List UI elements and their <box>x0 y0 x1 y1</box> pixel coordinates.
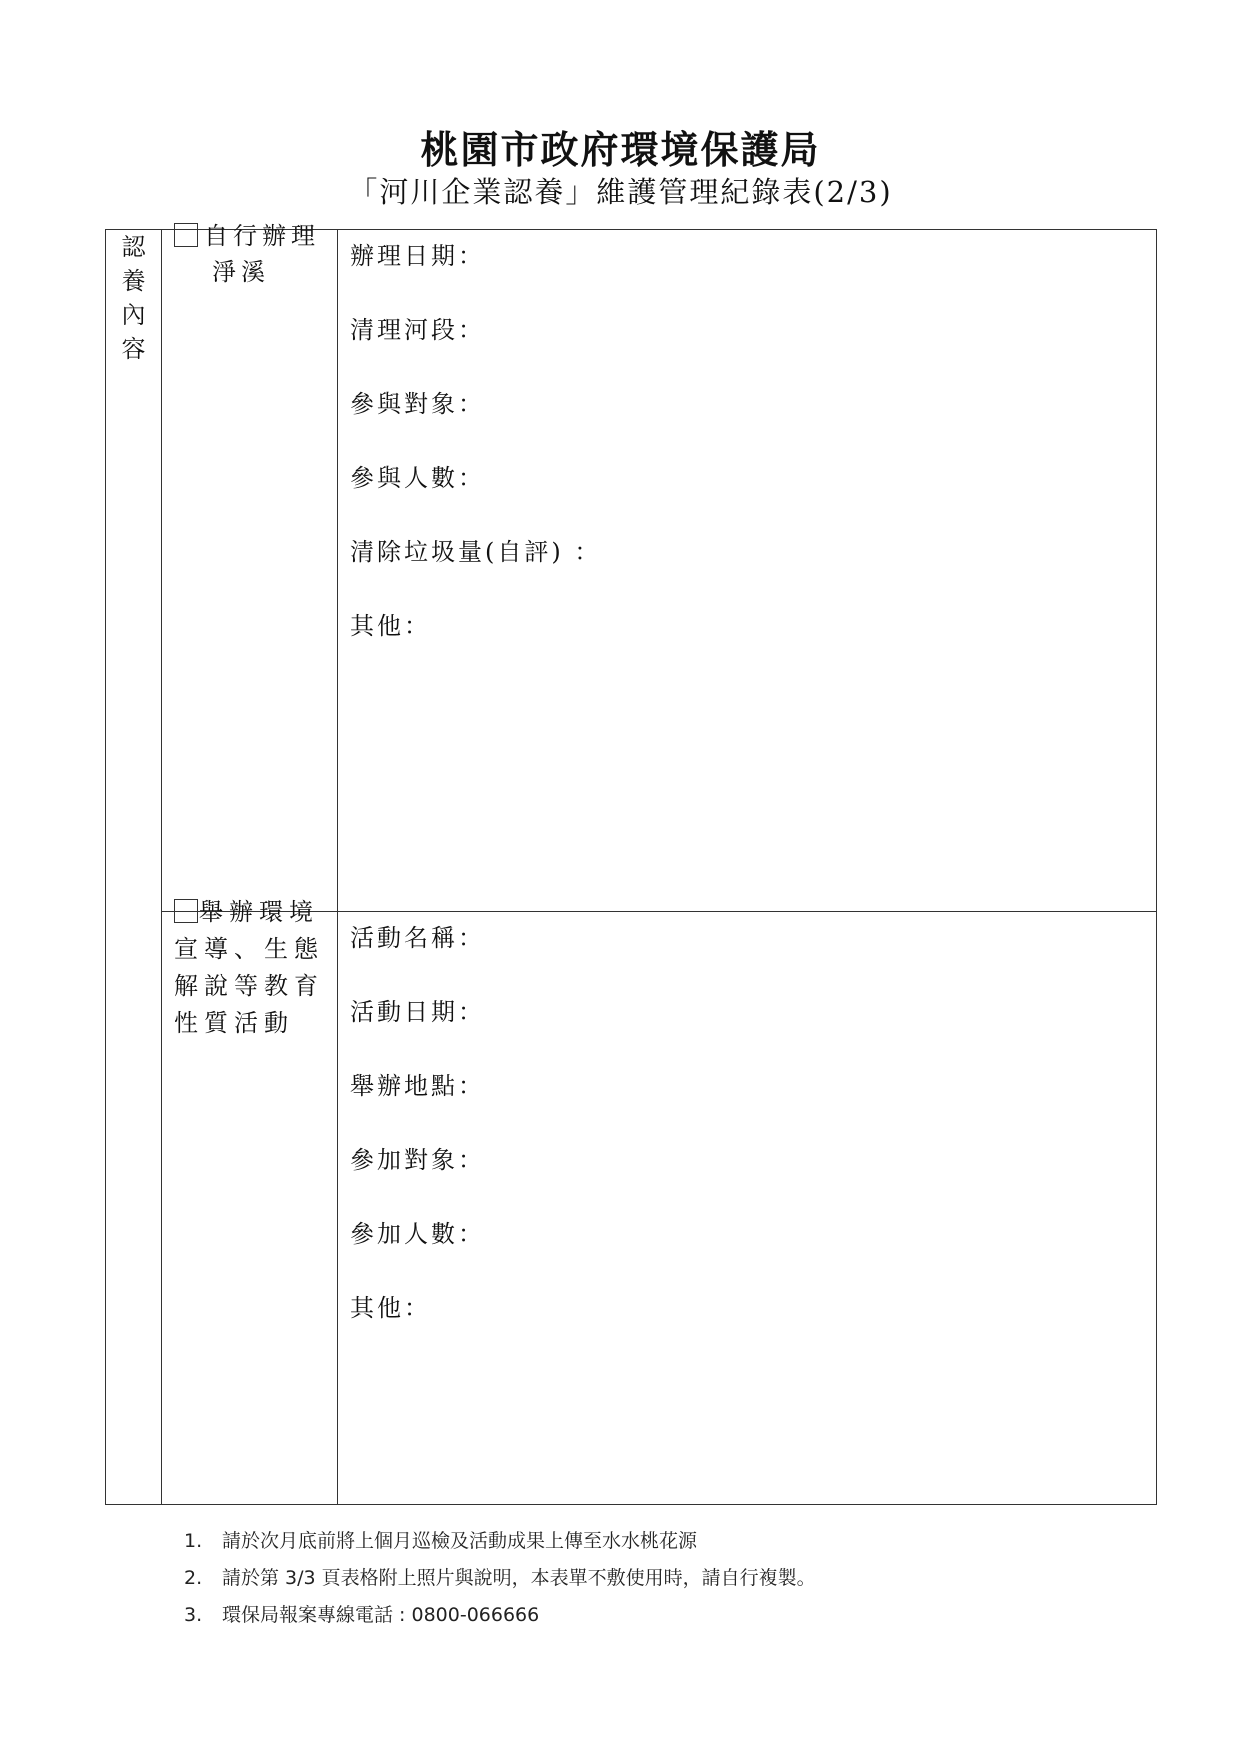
note-number: 3. <box>184 1604 203 1626</box>
record-form-table <box>105 222 1157 1505</box>
field-participants: 參與對象： <box>350 390 485 418</box>
note-item <box>184 1600 816 1637</box>
self-cleanup-checkbox[interactable] <box>174 223 198 247</box>
field-attendee-count: 參加人數： <box>350 1220 485 1248</box>
note-number: 2. <box>184 1567 203 1589</box>
field-activity-location: 舉辦地點： <box>350 1072 485 1100</box>
field-other-1: 其他： <box>350 612 431 640</box>
note-item <box>184 1526 816 1563</box>
self-cleanup-label-line1: 自行辦理 <box>204 222 320 250</box>
note-number: 1. <box>184 1530 203 1552</box>
field-cleanup-date: 辦理日期： <box>350 242 485 270</box>
notes-list <box>184 1526 816 1637</box>
page-subtitle: 「河川企業認養」維護管理紀錄表(2/3) <box>348 175 893 209</box>
side-label: 認養內容 <box>121 233 146 363</box>
education-label-line3: 解說等教育 <box>174 972 324 1000</box>
field-activity-date: 活動日期： <box>350 998 485 1026</box>
category-education-activity-cell <box>162 898 338 1505</box>
education-activity-checkbox[interactable] <box>174 899 198 923</box>
note-text: 請於第 3/3 頁表格附上照片與說明，本表單不敷使用時，請自行複製。 <box>222 1567 816 1589</box>
category-self-cleanup-cell <box>162 222 338 912</box>
field-other-2: 其他： <box>350 1294 431 1322</box>
self-cleanup-fields-cell[interactable] <box>338 230 1157 912</box>
note-item <box>184 1563 816 1600</box>
field-garbage-amount: 清除垃圾量(自評) ： <box>350 538 602 566</box>
education-label-line1: 舉辦環境 <box>199 898 319 926</box>
education-activity-fields-cell[interactable] <box>338 912 1157 1505</box>
education-label-line4: 性質活動 <box>174 1009 294 1037</box>
note-text: 請於次月底前將上個月巡檢及活動成果上傳至水水桃花源 <box>222 1530 698 1552</box>
field-participant-count: 參與人數： <box>350 464 485 492</box>
field-activity-name: 活動名稱： <box>350 924 485 952</box>
field-river-section: 清理河段： <box>350 316 485 344</box>
side-label-cell <box>106 230 162 1505</box>
field-attendees: 參加對象： <box>350 1146 485 1174</box>
page-title: 桃園市政府環境保護局 <box>420 127 821 172</box>
note-text: 環保局報案專線電話 : 0800-066666 <box>222 1604 540 1626</box>
self-cleanup-label-line2: 淨溪 <box>212 258 270 286</box>
education-label-line2: 宣導、生態 <box>174 935 324 963</box>
